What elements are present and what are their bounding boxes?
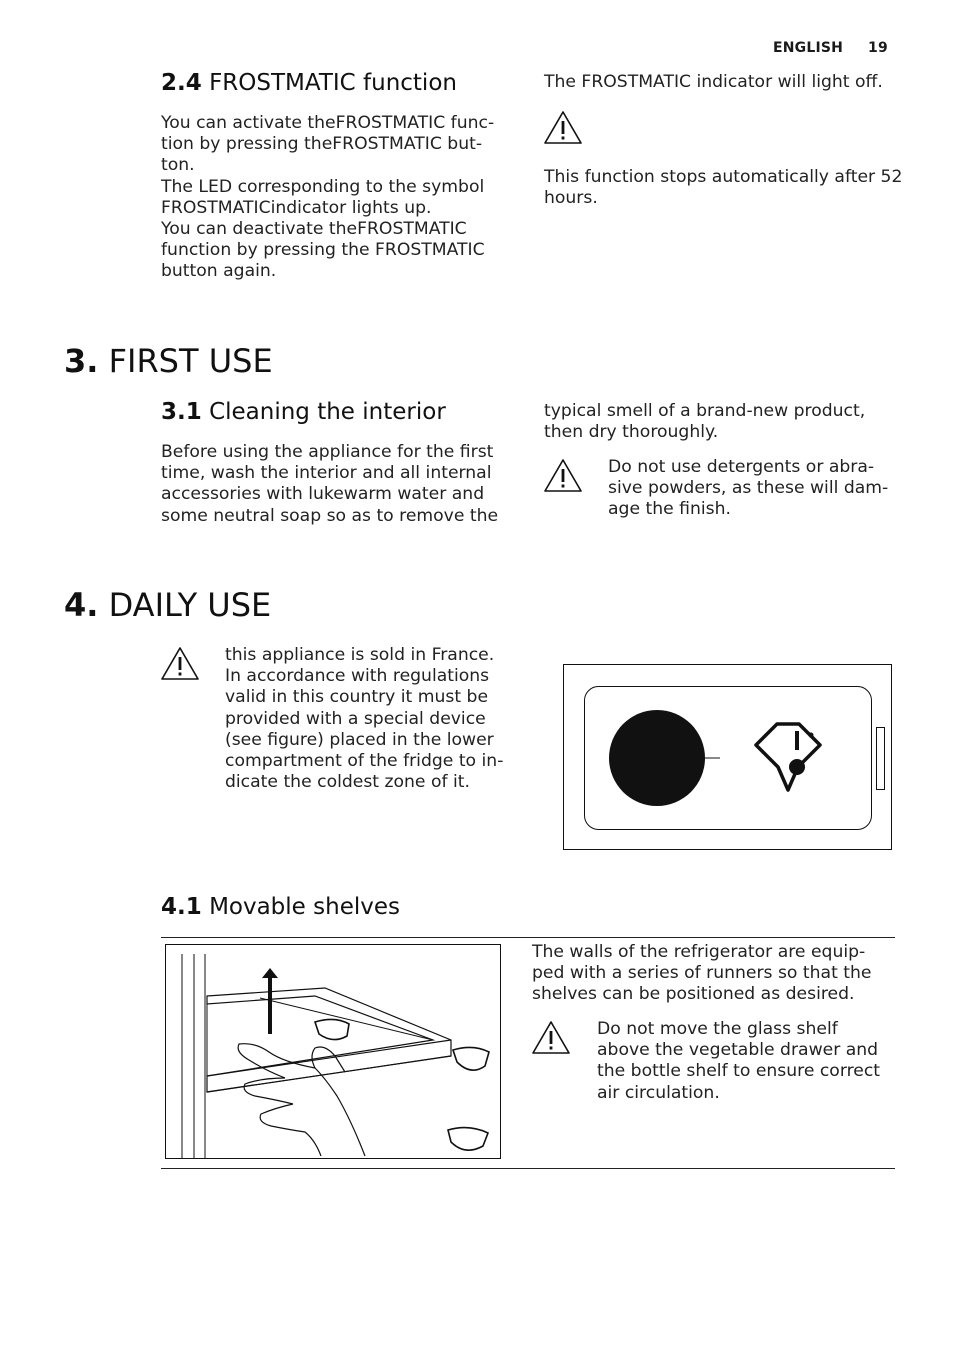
page-header-language: ENGLISH — [773, 40, 844, 56]
text-line: air circulation. — [597, 1082, 720, 1103]
text-line: You can deactivate theFROSTMATIC — [161, 219, 467, 240]
warning-triangle-icon — [543, 458, 583, 494]
section-number: 2.4 — [161, 70, 202, 96]
text-line: hours. — [544, 188, 598, 209]
text-line: then dry thoroughly. — [544, 422, 719, 443]
section-heading-2-4 — [161, 70, 457, 96]
section-title: FROSTMATIC function — [209, 70, 457, 96]
shelves-body — [532, 942, 872, 1006]
section-title: Cleaning the interior — [209, 399, 446, 425]
cleaning-body — [161, 442, 498, 527]
text-line: ped with a series of runners so that the — [532, 963, 872, 984]
frostmatic-warning-text — [544, 167, 902, 209]
warning-triangle-icon — [160, 646, 200, 682]
text-line: above the vegetable drawer and — [597, 1040, 879, 1061]
section-heading-3-1 — [161, 399, 446, 425]
text-line: ton. — [161, 155, 195, 176]
text-line: Do not move the glass shelf — [597, 1019, 838, 1039]
section-title: Movable shelves — [209, 894, 400, 920]
chapter-number: 3. — [64, 342, 99, 380]
chapter-number: 4. — [64, 586, 99, 624]
section-number: 4.1 — [161, 894, 202, 920]
shelves-warning-text — [597, 1019, 880, 1104]
table-top-rule — [161, 937, 895, 938]
text-line: shelves can be positioned as desired. — [532, 984, 855, 1005]
france-warning-text — [225, 645, 503, 793]
text-line: dicate the coldest zone of it. — [225, 772, 470, 793]
text-line: The LED corresponding to the symbol — [161, 176, 485, 197]
text-line: time, wash the interior and all internal — [161, 463, 492, 484]
text-line: age the finish. — [608, 499, 731, 520]
text-line: In accordance with regulations — [225, 666, 490, 687]
frostmatic-body — [161, 113, 511, 283]
cleaning-continued — [544, 401, 865, 443]
text-line: Do not use detergents or abra- — [608, 457, 875, 477]
text-line: Before using the appliance for the first — [161, 442, 494, 462]
chapter-title: FIRST USE — [108, 342, 273, 380]
section-number: 3.1 — [161, 399, 202, 425]
text-line: this appliance is sold in France. — [225, 645, 495, 665]
movable-shelf-illustration — [165, 944, 501, 1159]
chapter-heading-4 — [64, 586, 271, 624]
text-line: the bottle shelf to ensure correct — [597, 1061, 881, 1082]
text-line: tion by pressing theFROSTMATIC but- — [161, 134, 483, 155]
chapter-heading-3 — [64, 342, 273, 380]
text-line: compartment of the fridge to in- — [225, 751, 504, 772]
text-line: FROSTMATICindicator lights up. — [161, 197, 432, 218]
warning-triangle-icon — [531, 1020, 571, 1056]
text-line: You can activate theFROSTMATIC func- — [161, 113, 495, 133]
text-line: (see figure) placed in the lower — [225, 729, 494, 750]
table-bottom-rule — [161, 1168, 895, 1169]
page-number: 19 — [868, 40, 888, 56]
section-heading-4-1 — [161, 894, 400, 920]
text-line: sive powders, as these will dam- — [608, 478, 889, 499]
text-line: This function stops automatically after 52 — [544, 167, 903, 187]
text-line: some neutral soap so as to remove the — [161, 505, 499, 526]
coldest-zone-indicator-figure — [563, 664, 892, 850]
text-line: valid in this country it must be — [225, 687, 489, 708]
text-line: typical smell of a brand-new product, — [544, 401, 866, 421]
frostmatic-indicator-text: The FROSTMATIC indicator will light off. — [544, 72, 883, 92]
text-line: function by pressing the FROSTMATIC — [161, 240, 485, 261]
warning-triangle-icon — [543, 110, 583, 146]
text-line: provided with a special device — [225, 708, 486, 729]
text-line: The walls of the refrigerator are equip- — [532, 942, 866, 962]
text-line: button again. — [161, 261, 277, 282]
cleaning-warning-text — [608, 457, 888, 521]
chapter-title: DAILY USE — [108, 586, 272, 624]
text-line: accessories with lukewarm water and — [161, 484, 485, 505]
